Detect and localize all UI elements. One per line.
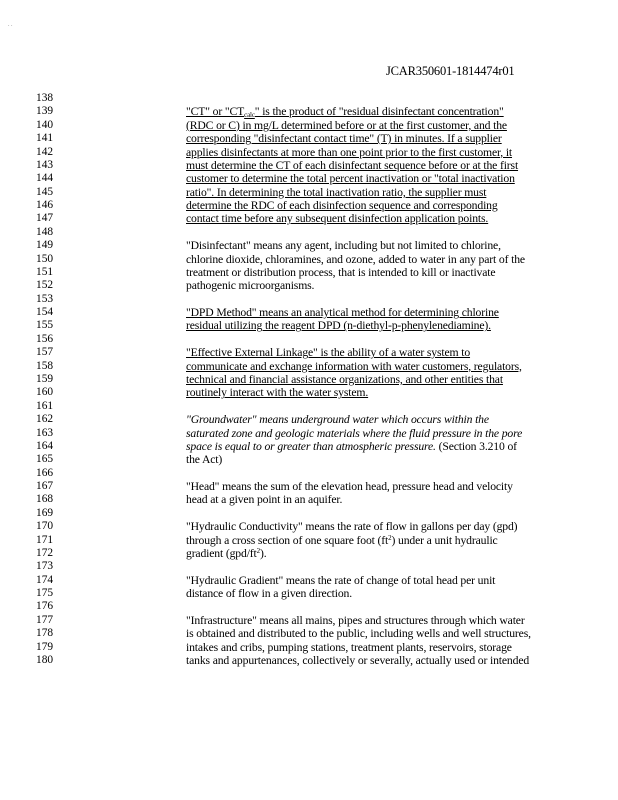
- document-line: [0, 346, 618, 359]
- document-line: [0, 105, 618, 118]
- document-line: [0, 306, 618, 319]
- line-number: 168: [36, 493, 54, 506]
- document-line: [0, 319, 618, 332]
- line-text: [186, 493, 342, 506]
- line-number: 150: [36, 252, 54, 265]
- line-text: [186, 614, 525, 627]
- line-text: [186, 480, 513, 493]
- line-number: 163: [36, 426, 54, 439]
- line-text: [186, 253, 525, 266]
- line-number: 160: [36, 386, 54, 399]
- line-number: 166: [36, 466, 54, 479]
- line-text: [186, 119, 507, 132]
- document-line: [0, 547, 618, 560]
- text-segment: distance of flow in a given direction.: [186, 587, 352, 601]
- line-text: [186, 199, 498, 212]
- text-segment: ) under a unit hydraulic: [391, 533, 498, 547]
- line-text: [186, 105, 504, 118]
- line-text: [186, 440, 517, 453]
- document-line: [0, 199, 618, 212]
- text-segment: saturated zone and geologic materials where the fluid pressure in the pore: [186, 426, 523, 440]
- line-number: 156: [36, 332, 54, 345]
- line-number: 171: [36, 533, 54, 546]
- document-line: [0, 266, 618, 279]
- document-line: [0, 172, 618, 185]
- line-number: 176: [36, 600, 54, 613]
- line-text: [186, 306, 499, 319]
- document-line: [0, 212, 618, 225]
- line-number: 180: [36, 653, 54, 666]
- text-segment: ratio". In determining the total inactivation ratio, the supplier must: [186, 185, 487, 199]
- text-segment: chlorine dioxide, chloramines, and ozone, added to water in any part of the: [186, 252, 525, 266]
- line-number: 146: [36, 199, 54, 212]
- document-line: [0, 427, 618, 440]
- document-line: [0, 480, 618, 493]
- text-segment: gradient (gpd/ft: [186, 546, 257, 560]
- text-segment: "Hydraulic Conductivity" means the rate of flow in gallons per day (gpd): [186, 520, 518, 534]
- document-line: [0, 627, 618, 640]
- text-segment: ).: [259, 546, 267, 560]
- line-text: [186, 534, 498, 547]
- line-number: 157: [36, 346, 54, 359]
- text-segment: "DPD Method" means an analytical method for determining chlorine: [186, 306, 499, 320]
- line-number: 178: [36, 627, 54, 640]
- line-number: 155: [36, 319, 54, 332]
- document-line: [0, 574, 618, 587]
- document-line: [0, 600, 618, 613]
- line-number: 138: [36, 92, 54, 104]
- line-number: 175: [36, 587, 54, 600]
- line-text: [186, 266, 495, 279]
- document-line: [0, 440, 618, 453]
- line-number: 154: [36, 306, 54, 319]
- line-text: [186, 587, 352, 600]
- text-segment: intakes and cribs, pumping stations, treatment plants, reservoirs, storage: [186, 640, 512, 654]
- document-line: [0, 373, 618, 386]
- document-line: [0, 654, 618, 667]
- line-number: 170: [36, 520, 54, 533]
- scan-marks: . .: [8, 22, 13, 28]
- text-segment: " is the product of "residual disinfectant concentration": [254, 105, 504, 119]
- line-number: 167: [36, 480, 54, 493]
- line-text: [186, 641, 512, 654]
- document-line: [0, 587, 618, 600]
- text-segment: (Section 3.210 of: [435, 439, 517, 453]
- line-number: 162: [36, 413, 54, 426]
- document-line: [0, 507, 618, 520]
- document-line: [0, 493, 618, 506]
- text-segment: "Groundwater" means underground water which occurs within the: [186, 413, 489, 427]
- text-segment: contact time before any subsequent disinfection application points.: [186, 212, 489, 226]
- text-segment: 2: [388, 533, 392, 542]
- line-text: [186, 346, 470, 359]
- line-text: [186, 373, 503, 386]
- line-number: 164: [36, 439, 54, 452]
- text-segment: the Act): [186, 453, 223, 467]
- line-number: 179: [36, 640, 54, 653]
- text-segment: must determine the CT of each disinfectant sequence before or at the first: [186, 158, 519, 172]
- line-text: [186, 413, 489, 426]
- text-segment: is obtained and distributed to the public, including wells and well structures,: [186, 627, 531, 641]
- text-segment: applies disinfectants at more than one point prior to the first customer, it: [186, 145, 513, 159]
- document-line: [0, 253, 618, 266]
- text-segment: space is equal to or greater than atmospheric pressure.: [186, 439, 436, 453]
- line-text: [186, 319, 491, 332]
- line-text: [186, 360, 522, 373]
- line-number: 147: [36, 212, 54, 225]
- document-line: [0, 119, 618, 132]
- line-number: 142: [36, 145, 54, 158]
- line-text: [186, 574, 495, 587]
- line-number: 145: [36, 185, 54, 198]
- document-line: [0, 132, 618, 145]
- line-number: 173: [36, 560, 54, 573]
- line-text: [186, 453, 222, 466]
- line-text: [186, 386, 368, 399]
- line-text: [186, 132, 502, 145]
- document-line: [0, 400, 618, 413]
- text-segment: routinely interact with the water system.: [186, 386, 369, 400]
- document-line: [0, 239, 618, 252]
- line-text: [186, 520, 517, 533]
- document-line: [0, 159, 618, 172]
- text-segment: calc: [244, 111, 255, 120]
- document-line: [0, 279, 618, 292]
- document-line: [0, 614, 618, 627]
- text-segment: residual utilizing the reagent DPD (n-diethyl-p-phenylenediamine).: [186, 319, 491, 333]
- text-segment: pathogenic microorganisms.: [186, 279, 315, 293]
- line-text: [186, 427, 522, 440]
- document-line: [0, 386, 618, 399]
- text-segment: "Infrastructure" means all mains, pipes and structures through which water: [186, 613, 525, 627]
- document-line: [0, 146, 618, 159]
- document-line: [0, 534, 618, 547]
- text-segment: customer to determine the total percent inactivation or "total inactivation: [186, 172, 515, 186]
- line-number: 172: [36, 546, 54, 559]
- line-number: 161: [36, 399, 54, 412]
- text-segment: "Hydraulic Gradient" means the rate of change of total head per unit: [186, 573, 496, 587]
- line-number: 141: [36, 132, 54, 145]
- text-segment: head at a given point in an aquifer.: [186, 493, 343, 507]
- text-segment: through a cross section of one square foot (ft: [186, 533, 389, 547]
- line-number: 140: [36, 118, 54, 131]
- line-number: 143: [36, 158, 54, 171]
- text-segment: (RDC or C) in mg/L determined before or at the first customer, and the: [186, 118, 507, 132]
- line-text: [186, 547, 267, 560]
- line-number: 158: [36, 359, 54, 372]
- line-number: 153: [36, 292, 54, 305]
- line-text: [186, 186, 486, 199]
- document-line: [0, 453, 618, 466]
- text-segment: "Head" means the sum of the elevation head, pressure head and velocity: [186, 480, 513, 494]
- document-id: JCAR350601-1814474r01: [386, 64, 515, 78]
- line-number: 177: [36, 613, 54, 626]
- text-segment: 2: [256, 546, 260, 555]
- text-segment: "CT" or "CT: [186, 105, 245, 119]
- line-number: 148: [36, 225, 54, 238]
- text-segment: technical and financial assistance organizations, and other entities that: [186, 372, 503, 386]
- line-number: 152: [36, 279, 54, 292]
- document-line: [0, 186, 618, 199]
- text-segment: treatment or distribution process, that is intended to kill or inactivate: [186, 265, 496, 279]
- line-text: [186, 146, 512, 159]
- document-line: [0, 293, 618, 306]
- line-number: 174: [36, 573, 54, 586]
- document-line: [0, 226, 618, 239]
- document-line: [0, 333, 618, 346]
- line-number: 144: [36, 172, 54, 185]
- text-segment: tanks and appurtenances, collectively or severally, actually used or intended: [186, 653, 530, 667]
- line-number: 165: [36, 453, 54, 466]
- line-number: 149: [36, 239, 54, 252]
- line-number: 151: [36, 265, 54, 278]
- document-line: [0, 360, 618, 373]
- text-segment: "Effective External Linkage" is the ability of a water system to: [186, 346, 471, 360]
- document-line: [0, 467, 618, 480]
- line-number: 139: [36, 105, 54, 118]
- line-number: 169: [36, 506, 54, 519]
- document-line: [0, 92, 618, 105]
- line-text: [186, 279, 314, 292]
- text-segment: communicate and exchange information with water customers, regulators,: [186, 359, 522, 373]
- text-segment: determine the RDC of each disinfection sequence and corresponding: [186, 199, 498, 213]
- document-line: [0, 520, 618, 533]
- line-text: [186, 212, 488, 225]
- line-number: 159: [36, 372, 54, 385]
- line-text: [186, 159, 518, 172]
- line-text: [186, 627, 531, 640]
- line-text: [186, 654, 529, 667]
- document-line: [0, 413, 618, 426]
- text-segment: corresponding "disinfectant contact time" (T) in minutes. If a supplier: [186, 132, 502, 146]
- line-text: [186, 172, 515, 185]
- document-line: [0, 641, 618, 654]
- line-text: [186, 239, 501, 252]
- text-segment: "Disinfectant" means any agent, including but not limited to chlorine,: [186, 239, 501, 253]
- document-line: [0, 560, 618, 573]
